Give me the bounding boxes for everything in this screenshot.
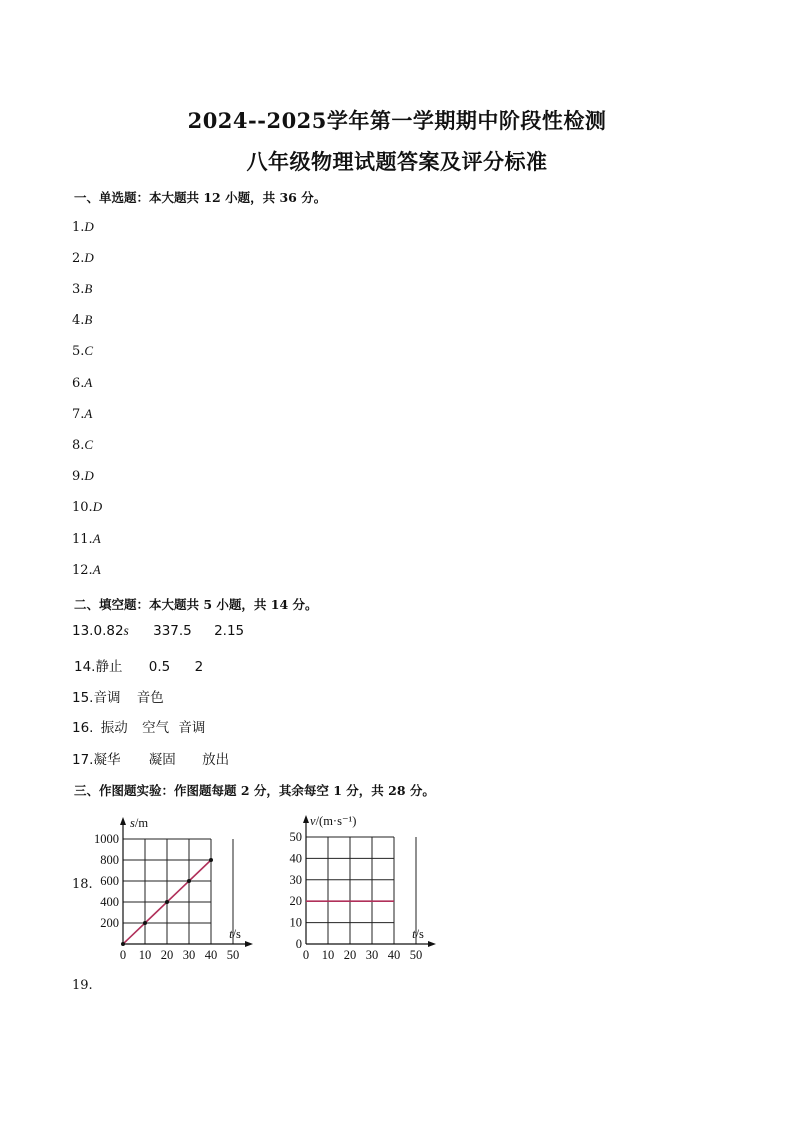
answer-5 xyxy=(72,343,93,359)
y-tick-label: 200 xyxy=(100,916,119,930)
question-18-label: 18. xyxy=(72,877,93,892)
answer-13-a: 0.82 xyxy=(93,623,124,639)
x-tick-label: 30 xyxy=(182,948,196,962)
y-tick-label: 0 xyxy=(295,937,302,951)
answer-number: 12. xyxy=(72,563,93,578)
answer-2 xyxy=(72,250,94,266)
answer-16 xyxy=(72,716,205,736)
x-tick-label: 20 xyxy=(343,948,357,962)
answer-17-a: 凝华 xyxy=(93,752,121,768)
answer-13-num: 13. xyxy=(72,623,94,639)
data-point xyxy=(165,900,169,904)
y-tick-label: 10 xyxy=(289,915,302,930)
answer-13-unit: s xyxy=(123,623,129,638)
answer-6 xyxy=(72,375,92,391)
answer-number: 11. xyxy=(72,532,93,547)
answer-13-c: 2.15 xyxy=(214,623,245,639)
y-axis-arrow xyxy=(120,817,126,825)
y-tick-label: 600 xyxy=(100,874,119,888)
y-axis-label: v/(m·s⁻¹) xyxy=(310,814,357,828)
answer-number: 10. xyxy=(72,500,93,515)
y-tick-label: 1000 xyxy=(94,832,119,846)
answer-option: B xyxy=(84,312,93,327)
y-axis-arrow xyxy=(303,815,309,823)
answer-option: C xyxy=(84,343,94,358)
answer-14-a: 静止 xyxy=(95,659,123,675)
answer-number: 8. xyxy=(72,438,85,453)
answer-option: D xyxy=(92,499,103,514)
answer-number: 4. xyxy=(72,313,85,328)
question-19-label: 19. xyxy=(72,978,93,993)
answer-16-c: 音调 xyxy=(178,720,206,736)
x-axis-arrow xyxy=(428,941,436,947)
answer-option: A xyxy=(92,562,101,577)
answer-option: C xyxy=(84,437,94,452)
answer-number: 5. xyxy=(72,344,85,359)
page-title: 2024--2025学年第一学期期中阶段性检测 xyxy=(187,108,607,133)
answer-number: 7. xyxy=(72,407,85,422)
section-2-heading: 二、填空题：本大题共 5 小题，共 14 分。 xyxy=(74,597,318,612)
x-tick-label: 30 xyxy=(365,948,379,962)
answer-number: 9. xyxy=(72,469,85,484)
x-tick-label: 0 xyxy=(119,948,127,962)
answer-number: 6. xyxy=(72,376,85,391)
answer-option: A xyxy=(92,531,101,546)
answer-15-num: 15. xyxy=(72,690,94,706)
answer-13 xyxy=(72,623,244,639)
x-tick-label: 10 xyxy=(138,948,152,962)
page-subtitle: 八年级物理试题答案及评分标准 xyxy=(246,149,548,174)
v-t-graph xyxy=(280,810,460,965)
answer-11 xyxy=(72,531,101,547)
answer-1 xyxy=(72,219,94,235)
x-tick-label: 50 xyxy=(226,948,240,962)
answer-17-c: 放出 xyxy=(202,752,230,768)
x-axis-label: t/s xyxy=(412,927,424,941)
answer-14-num: 14. xyxy=(74,659,96,675)
answer-option: A xyxy=(84,406,93,421)
x-tick-label: 50 xyxy=(409,948,423,962)
x-tick-label: 0 xyxy=(302,948,310,962)
answer-14-c: 2 xyxy=(194,659,204,675)
answer-15-b: 音色 xyxy=(136,690,164,706)
answer-14 xyxy=(74,655,203,675)
data-point xyxy=(121,942,125,946)
answer-option: D xyxy=(84,468,94,483)
answer-9 xyxy=(72,468,94,484)
answer-3 xyxy=(72,281,92,297)
answer-16-a: 振动 xyxy=(100,720,128,736)
answer-14-b: 0.5 xyxy=(148,659,171,675)
x-axis-label: t/s xyxy=(229,927,241,941)
answer-option: A xyxy=(84,375,93,390)
answer-number: 1. xyxy=(72,220,85,235)
data-point xyxy=(187,879,191,883)
x-tick-label: 40 xyxy=(387,948,401,962)
answer-7 xyxy=(72,406,92,422)
answer-number: 2. xyxy=(72,251,85,266)
answer-13-b: 337.5 xyxy=(153,623,192,639)
answer-16-num: 16. xyxy=(72,720,94,736)
answer-10 xyxy=(72,499,102,515)
s-t-graph xyxy=(88,810,278,965)
section-1-heading: 一、单选题：本大题共 12 小题，共 36 分。 xyxy=(74,190,327,205)
x-tick-label: 10 xyxy=(321,948,335,962)
answer-17-num: 17. xyxy=(72,752,94,768)
answer-15 xyxy=(72,686,164,706)
x-tick-label: 40 xyxy=(204,948,218,962)
answer-option: B xyxy=(84,281,93,296)
y-axis-label: s/m xyxy=(130,816,149,830)
answer-15-a: 音调 xyxy=(93,690,121,706)
y-tick-label: 800 xyxy=(100,853,119,867)
y-tick-label: 20 xyxy=(289,894,302,909)
answer-16-b: 空气 xyxy=(142,720,170,736)
answer-17-b: 凝固 xyxy=(148,752,176,768)
y-tick-label: 30 xyxy=(289,872,302,887)
x-tick-label: 20 xyxy=(160,948,174,962)
data-point xyxy=(143,921,147,925)
answer-4 xyxy=(72,312,92,328)
y-tick-label: 40 xyxy=(289,851,302,866)
y-tick-label: 50 xyxy=(289,830,302,844)
section-3-heading: 三、作图题实验：作图题每题 2 分，其余每空 1 分，共 28 分。 xyxy=(74,783,435,798)
data-point xyxy=(209,858,213,862)
answer-17 xyxy=(72,748,229,768)
x-axis-arrow xyxy=(245,941,253,947)
y-tick-label: 400 xyxy=(100,895,119,909)
answer-option: D xyxy=(84,250,94,265)
answer-8 xyxy=(72,437,93,453)
answer-option: D xyxy=(84,219,94,234)
answer-number: 3. xyxy=(72,282,85,297)
answer-12 xyxy=(72,562,101,578)
